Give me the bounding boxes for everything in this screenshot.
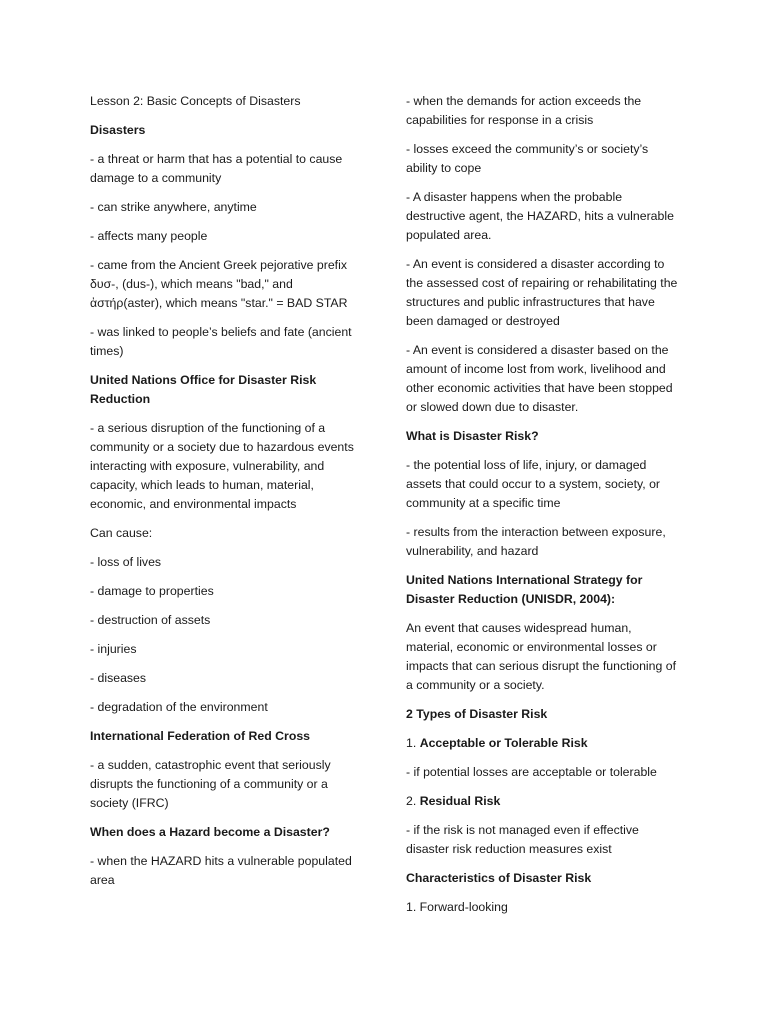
paragraph: - a serious disruption of the functioning of a community or a society due to hazardous events interacting with exposure, vulnerability, and capacity, which leads to human, material, economic, and environmental impacts (90, 421, 354, 511)
paragraph: - a sudden, catastrophic event that seriously disrupts the functioning of a community or a society (IFRC) (90, 758, 331, 810)
paragraph: An event that causes widespread human, material, economic or environmental losses or impacts that can serious disrupt the functioning of a community or a society. (406, 621, 676, 692)
paragraph: - losses exceed the community’s or society’s ability to cope (406, 142, 649, 175)
lesson-title: Lesson 2: Basic Concepts of Disasters (90, 94, 301, 108)
list-item: - loss of lives (90, 555, 162, 569)
left-column (90, 92, 362, 900)
heading-characteristics: Characteristics of Disaster Risk (406, 871, 592, 885)
list-item: - diseases (90, 671, 147, 685)
paragraph: - was linked to people’s beliefs and fate (ancient times) (90, 325, 352, 358)
paragraph: - if potential losses are acceptable or tolerable (406, 765, 657, 779)
paragraph: 1. Forward-looking (406, 900, 508, 914)
item-label: Residual Risk (419, 794, 501, 808)
heading-disasters: Disasters (90, 123, 146, 137)
paragraph: - A disaster happens when the probable destructive agent, the HAZARD, hits a vulnerable populated area. (406, 190, 674, 242)
list-item: - degradation of the environment (90, 700, 268, 714)
item-number: 1. (406, 736, 420, 750)
numbered-item (406, 734, 682, 753)
paragraph: - the potential loss of life, injury, or damaged assets that could occur to a system, society, or community at a specific time (406, 458, 661, 510)
heading-ifrc: International Federation of Red Cross (90, 729, 311, 743)
list-item: - injuries (90, 642, 137, 656)
paragraph: - affects many people (90, 229, 208, 243)
item-number: 2. (406, 794, 420, 808)
paragraph: - can strike anywhere, anytime (90, 200, 257, 214)
heading-types-of-risk: 2 Types of Disaster Risk (406, 707, 548, 721)
paragraph: - when the demands for action exceeds the capabilities for response in a crisis (406, 94, 642, 127)
item-label: Acceptable or Tolerable Risk (419, 736, 588, 750)
paragraph: - if the risk is not managed even if effective disaster risk reduction measures exist (406, 823, 639, 856)
heading-disaster-risk: What is Disaster Risk? (406, 429, 539, 443)
numbered-item (406, 792, 682, 811)
paragraph: - when the HAZARD hits a vulnerable populated area (90, 854, 352, 887)
heading-undrr: United Nations Office for Disaster Risk Reduction (90, 373, 317, 406)
heading-hazard-to-disaster: When does a Hazard become a Disaster? (90, 825, 330, 839)
paragraph: - a threat or harm that has a potential to cause damage to a community (90, 152, 343, 185)
list-item: - damage to properties (90, 584, 214, 598)
paragraph: - An event is considered a disaster according to the assessed cost of repairing or rehabilitating the structures and public infrastructures that have been damaged or destroyed (406, 257, 678, 328)
paragraph: Can cause: (90, 526, 153, 540)
paragraph-etymology: - came from the Ancient Greek pejorative prefix δυσ-, (dus-), which means "bad," and ἀστήρ(aster), which means "star." = BAD STAR (90, 258, 348, 310)
paragraph: - An event is considered a disaster based on the amount of income lost from work, livelihood and other economic activities that have been stopped or slowed down due to disaster. (406, 343, 673, 414)
list-item: - destruction of assets (90, 613, 211, 627)
right-column (406, 92, 682, 927)
heading-unisdr: United Nations International Strategy for Disaster Reduction (UNISDR, 2004): (406, 573, 643, 606)
paragraph: - results from the interaction between exposure, vulnerability, and hazard (406, 525, 666, 558)
